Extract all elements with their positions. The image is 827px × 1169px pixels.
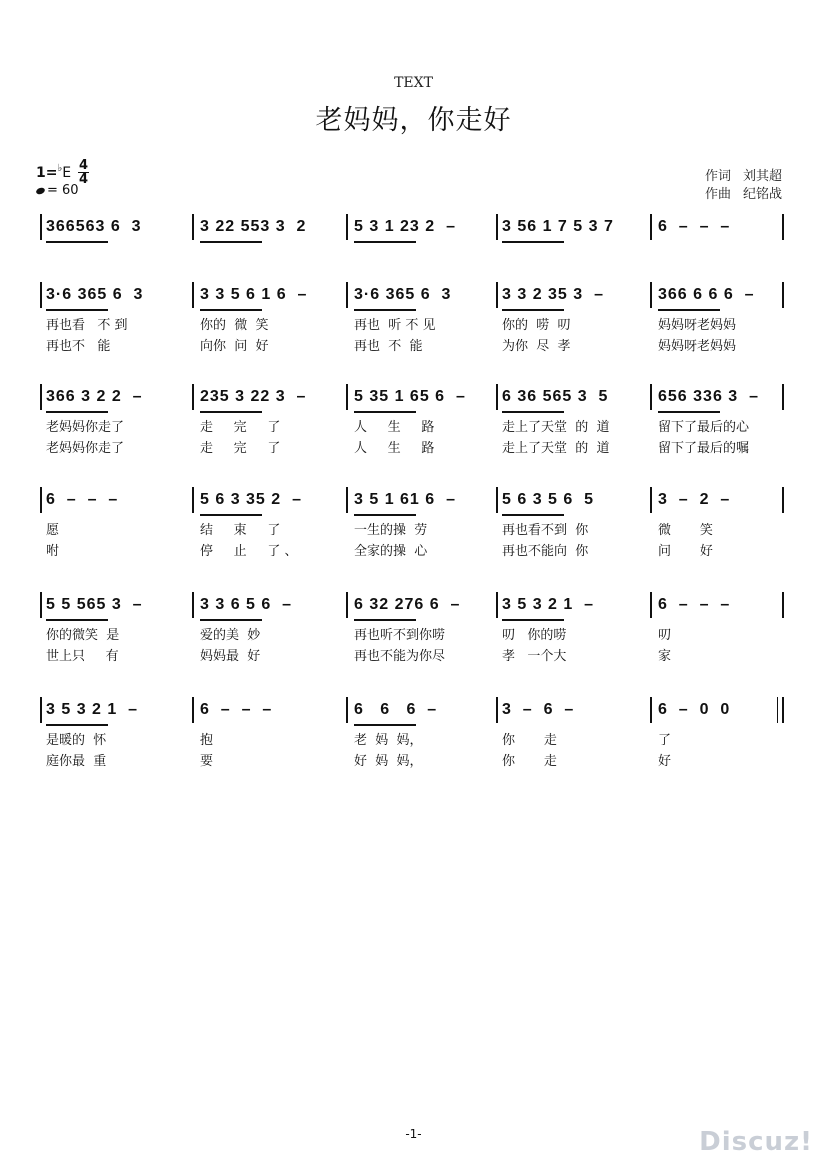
lyric-text: 再也 听 不 见 xyxy=(354,318,436,333)
lyric-text: 再也不能向 你 xyxy=(502,544,589,559)
measure: 3·6 365 6 3 xyxy=(46,286,144,303)
beam-underline xyxy=(200,619,262,621)
barline xyxy=(192,592,194,618)
lyric-text: 走 完 了 xyxy=(200,420,281,435)
lyric-text: 你 走 xyxy=(502,733,557,748)
barline xyxy=(650,697,652,723)
measure: 6 32 276 6 – xyxy=(354,596,461,613)
barline xyxy=(40,384,42,410)
measure: 3 5 3 2 1 – xyxy=(502,596,595,613)
barline xyxy=(40,697,42,723)
lyric-text: 好 xyxy=(658,754,672,769)
measure: 6 – – – xyxy=(658,596,731,613)
lyric-text: 人 生 路 xyxy=(354,441,435,456)
score-line xyxy=(40,592,785,662)
barline xyxy=(40,282,42,308)
lyricist-name: 刘其超 xyxy=(742,169,782,184)
barline xyxy=(782,282,784,308)
barline xyxy=(496,697,498,723)
lyricist-credit xyxy=(693,165,782,184)
beam-underline xyxy=(502,309,564,311)
score-line xyxy=(40,487,785,557)
barline xyxy=(346,384,348,410)
measure: 3 5 1 61 6 – xyxy=(354,491,456,508)
lyric-text: 爱的美 妙 xyxy=(200,628,261,643)
lyric-text: 人 生 路 xyxy=(354,420,435,435)
barline xyxy=(782,592,784,618)
measure: 5 35 1 65 6 – xyxy=(354,388,466,405)
beam-underline xyxy=(354,411,416,413)
score-line xyxy=(40,697,785,767)
barline xyxy=(496,592,498,618)
measure: 5 3 1 23 2 – xyxy=(354,218,456,235)
lyric-text: 叨 xyxy=(658,628,672,643)
barline xyxy=(40,592,42,618)
time-bottom: 4 xyxy=(78,172,88,187)
lyric-text: 再也看不到 你 xyxy=(502,523,589,538)
lyric-text: 是暖的 怀 xyxy=(46,733,107,748)
beam-underline xyxy=(502,411,564,413)
lyric-text: 微 笑 xyxy=(658,523,713,538)
barline xyxy=(40,487,42,513)
lyric-text: 妈妈呀老妈妈 xyxy=(658,339,737,354)
beam-underline xyxy=(354,514,416,516)
tempo-value: = 60 xyxy=(47,183,79,198)
composer-credit xyxy=(693,183,782,202)
measure: 5 6 3 35 2 – xyxy=(200,491,302,508)
lyric-text: 再也不 能 xyxy=(46,339,111,354)
measure: 6 – – – xyxy=(658,218,731,235)
lyric-text: 停 止 了 、 xyxy=(200,544,298,559)
time-signature xyxy=(78,159,89,186)
beam-underline xyxy=(502,241,564,243)
barline xyxy=(496,487,498,513)
lyric-text: 你的 微 笑 xyxy=(200,318,269,333)
barline xyxy=(346,592,348,618)
measure: 3 – 2 – xyxy=(658,491,731,508)
beam-underline xyxy=(46,309,108,311)
lyric-text: 咐 xyxy=(46,544,60,559)
barline xyxy=(650,214,652,240)
score-line xyxy=(40,282,785,352)
beam-underline xyxy=(354,309,416,311)
measure: 3 3 5 6 1 6 – xyxy=(200,286,308,303)
measure: 3 – 6 – xyxy=(502,701,575,718)
lyric-text: 一生的操 劳 xyxy=(354,523,428,538)
barline xyxy=(650,282,652,308)
lyric-text: 走上了天堂 的 道 xyxy=(502,420,610,435)
measure: 5 5 565 3 – xyxy=(46,596,143,613)
barline xyxy=(496,282,498,308)
measure: 235 3 22 3 – xyxy=(200,388,307,405)
beam-underline xyxy=(354,724,416,726)
barline xyxy=(346,487,348,513)
barline xyxy=(650,592,652,618)
lyric-text: 世上只 有 xyxy=(46,649,119,664)
barline xyxy=(192,282,194,308)
lyric-text: 老 妈 妈， xyxy=(354,733,423,748)
lyric-text: 再也听不到你唠 xyxy=(354,628,446,643)
beam-underline xyxy=(46,241,108,243)
lyric-text: 抱 xyxy=(200,733,214,748)
lyric-text: 留下了最后的心 xyxy=(658,420,750,435)
barline xyxy=(650,384,652,410)
beam-underline xyxy=(46,411,108,413)
measure: 3 56 1 7 5 3 7 xyxy=(502,218,614,235)
barline xyxy=(782,214,784,240)
lyric-text: 要 xyxy=(200,754,214,769)
lyric-text: 走上了天堂 的 道 xyxy=(502,441,610,456)
barline xyxy=(782,384,784,410)
lyric-text: 老妈妈你走了 xyxy=(46,441,125,456)
measure: 6 – – – xyxy=(46,491,119,508)
measure: 366 6 6 6 – xyxy=(658,286,755,303)
measure: 3·6 365 6 3 xyxy=(354,286,452,303)
song-title: 老妈妈，你走好 xyxy=(315,105,512,136)
lyric-text: 你 走 xyxy=(502,754,557,769)
flat-icon: ♭ xyxy=(57,162,63,174)
beam-underline xyxy=(502,619,564,621)
beam-underline xyxy=(354,241,416,243)
barline xyxy=(496,384,498,410)
beam-underline xyxy=(658,309,720,311)
lyric-text: 好 妈 妈， xyxy=(354,754,423,769)
barline xyxy=(496,214,498,240)
lyric-text: 孝 一个大 xyxy=(502,649,567,664)
score-line xyxy=(40,214,785,284)
beam-underline xyxy=(354,619,416,621)
composer-name: 纪铭战 xyxy=(742,187,782,202)
lyric-text: 再也不能为你尽 xyxy=(354,649,446,664)
lyric-text: 留下了最后的嘱 xyxy=(658,441,750,456)
measure: 3 5 3 2 1 – xyxy=(46,701,139,718)
measure: 6 36 565 3 5 xyxy=(502,388,609,405)
measure: 3 3 6 5 6 – xyxy=(200,596,293,613)
header-label: TEXT xyxy=(394,75,433,91)
measure: 6 – – – xyxy=(200,701,273,718)
barline xyxy=(346,282,348,308)
lyric-text: 向你 问 好 xyxy=(200,339,269,354)
measure: 3 22 553 3 2 xyxy=(200,218,307,235)
lyric-text: 妈妈呀老妈妈 xyxy=(658,318,737,333)
lyric-text: 再也 不 能 xyxy=(354,339,423,354)
barline xyxy=(40,214,42,240)
lyric-text: 走 完 了 xyxy=(200,441,281,456)
beam-underline xyxy=(200,309,262,311)
lyricist-role: 作词 xyxy=(704,169,731,184)
measure: 366 3 2 2 – xyxy=(46,388,143,405)
barline xyxy=(192,697,194,723)
beam-underline xyxy=(46,724,108,726)
lyric-text: 老妈妈你走了 xyxy=(46,420,125,435)
beam-underline xyxy=(658,411,720,413)
lyric-text: 你的微笑 是 xyxy=(46,628,120,643)
barline xyxy=(192,384,194,410)
beam-underline xyxy=(200,514,262,516)
lyric-text: 问 好 xyxy=(658,544,713,559)
final-barline xyxy=(777,697,778,723)
barline xyxy=(192,487,194,513)
measure: 656 336 3 – xyxy=(658,388,759,405)
watermark: Discuz! xyxy=(699,1127,813,1157)
beam-underline xyxy=(200,241,262,243)
lyric-text: 为你 尽 孝 xyxy=(502,339,571,354)
lyric-text: 全家的操 心 xyxy=(354,544,428,559)
quarter-note-icon xyxy=(35,186,46,195)
time-top: 4 xyxy=(78,158,88,173)
score-line xyxy=(40,384,785,454)
key-prefix: 1= xyxy=(36,164,58,181)
lyric-text: 家 xyxy=(658,649,672,664)
page-number: -1- xyxy=(405,1127,422,1141)
lyric-text: 结 束 了 xyxy=(200,523,281,538)
lyric-text: 庭你最 重 xyxy=(46,754,107,769)
barline xyxy=(650,487,652,513)
measure: 6 – 0 0 xyxy=(658,701,731,718)
lyric-text: 再也看 不 到 xyxy=(46,318,128,333)
barline xyxy=(346,697,348,723)
beam-underline xyxy=(200,411,262,413)
measure: 366563 6 3 xyxy=(46,218,142,235)
measure: 5 6 3 5 6 5 xyxy=(502,491,595,508)
composer-role: 作曲 xyxy=(704,187,731,202)
beam-underline xyxy=(502,514,564,516)
lyric-text: 愿 xyxy=(46,523,60,538)
barline xyxy=(346,214,348,240)
lyric-text: 了 xyxy=(658,733,672,748)
lyric-text: 叨 你的唠 xyxy=(502,628,567,643)
measure: 3 3 2 35 3 – xyxy=(502,286,604,303)
key-signature xyxy=(36,159,89,186)
key-note: E xyxy=(62,164,72,181)
lyric-text: 你的 唠 叨 xyxy=(502,318,571,333)
measure: 6 6 6 – xyxy=(354,701,438,718)
beam-underline xyxy=(46,619,108,621)
barline xyxy=(192,214,194,240)
lyric-text: 妈妈最 好 xyxy=(200,649,261,664)
barline xyxy=(782,487,784,513)
tempo-marking xyxy=(36,183,79,198)
barline xyxy=(782,697,784,723)
